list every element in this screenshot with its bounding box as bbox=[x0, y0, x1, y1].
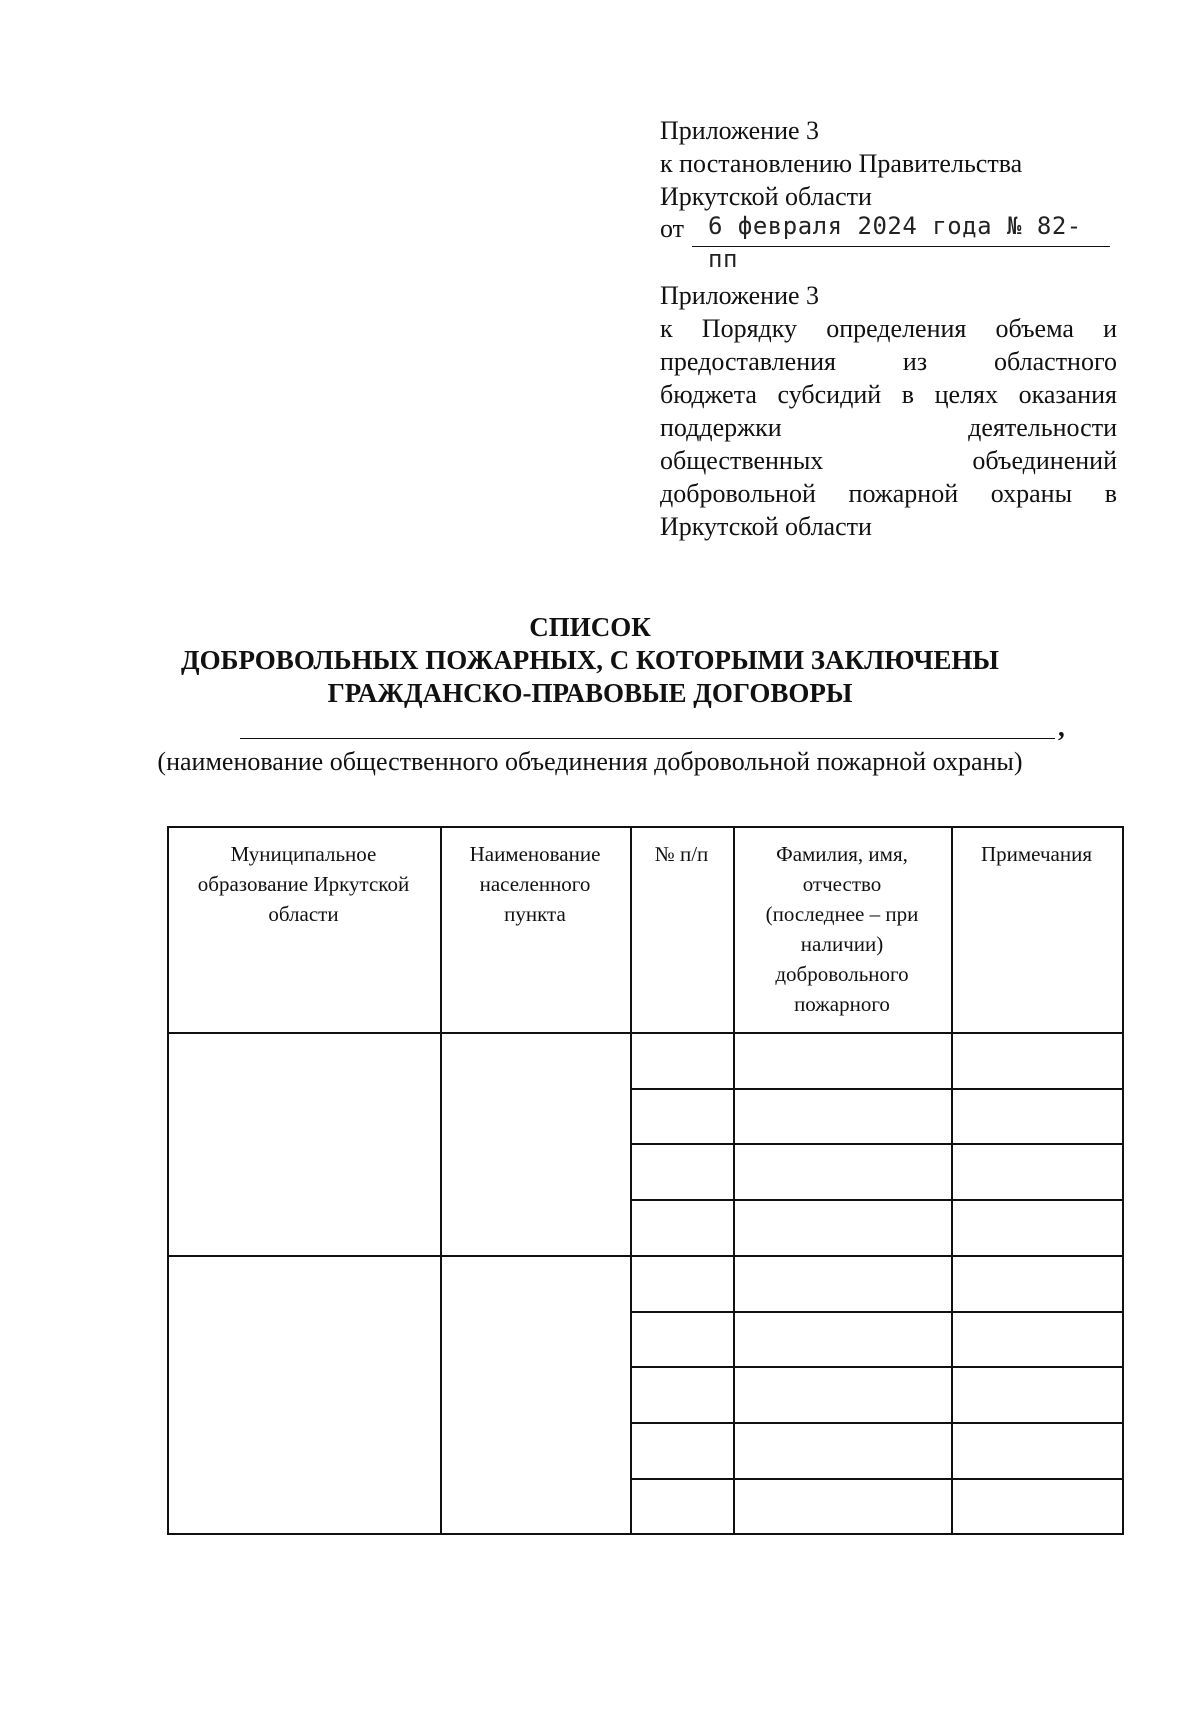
organization-field-comma: , bbox=[1058, 712, 1065, 742]
notes-cell[interactable] bbox=[955, 1036, 1118, 1084]
table-rule bbox=[1122, 826, 1124, 1535]
resolution-date-stamp: 6 февраля 2024 года № 82-пп bbox=[708, 212, 1082, 273]
table-rule bbox=[630, 1199, 1124, 1201]
table-rule bbox=[167, 1032, 1124, 1034]
notes-cell[interactable] bbox=[955, 1259, 1118, 1307]
number-cell[interactable] bbox=[634, 1259, 729, 1307]
full-name-cell[interactable] bbox=[737, 1315, 947, 1363]
municipality-cell[interactable] bbox=[171, 1259, 436, 1530]
full-name-cell[interactable] bbox=[737, 1036, 947, 1084]
table-rule bbox=[440, 826, 442, 1535]
notes-cell[interactable] bbox=[955, 1315, 1118, 1363]
full-name-cell[interactable] bbox=[737, 1370, 947, 1418]
organization-name-field[interactable] bbox=[240, 738, 1055, 739]
number-cell[interactable] bbox=[634, 1203, 729, 1251]
notes-cell[interactable] bbox=[955, 1482, 1118, 1530]
notes-cell[interactable] bbox=[955, 1370, 1118, 1418]
order-appendix-line: добровольной пожарной охраны в bbox=[660, 479, 1117, 508]
full-name-cell[interactable] bbox=[737, 1259, 947, 1307]
number-cell[interactable] bbox=[634, 1092, 729, 1140]
order-appendix-line: поддержки деятельности bbox=[660, 413, 1117, 442]
notes-cell[interactable] bbox=[955, 1147, 1118, 1195]
header-settlement: Наименование населенного пункта bbox=[469, 842, 601, 926]
document-subtitle-line2: ГРАЖДАНСКО-ПРАВОВЫЕ ДОГОВОРЫ bbox=[327, 678, 853, 708]
notes-cell[interactable] bbox=[955, 1092, 1118, 1140]
number-cell[interactable] bbox=[634, 1147, 729, 1195]
table-rule bbox=[167, 1255, 1124, 1257]
order-appendix-line: Иркутской области bbox=[660, 512, 872, 541]
table-rule bbox=[630, 1478, 1124, 1480]
order-appendix-title: Приложение 3 bbox=[660, 281, 820, 310]
notes-cell[interactable] bbox=[955, 1203, 1118, 1251]
order-appendix-line: общественных объединений bbox=[660, 446, 1117, 475]
table-rule bbox=[167, 826, 1124, 828]
order-appendix-line: бюджета субсидий в целях оказания bbox=[660, 380, 1117, 409]
notes-cell[interactable] bbox=[955, 1426, 1118, 1474]
table-rule bbox=[951, 826, 953, 1535]
header-number: № п/п bbox=[654, 842, 709, 866]
document-title: СПИСОК bbox=[529, 612, 651, 642]
appendix-region: Иркутской области bbox=[660, 182, 872, 211]
number-cell[interactable] bbox=[634, 1426, 729, 1474]
date-prefix: от bbox=[660, 214, 685, 243]
table-rule bbox=[630, 1143, 1124, 1145]
order-appendix-line: предоставления из областного bbox=[660, 347, 1117, 376]
full-name-cell[interactable] bbox=[737, 1203, 947, 1251]
header-notes: Примечания bbox=[980, 842, 1092, 866]
table-rule bbox=[167, 826, 169, 1535]
table-rule bbox=[630, 826, 632, 1535]
order-appendix-line: к Порядку определения объема и bbox=[660, 314, 1117, 343]
municipality-cell[interactable] bbox=[171, 1036, 436, 1251]
table-rule bbox=[630, 1088, 1124, 1090]
header-municipality: Муниципальное образование Иркутской области bbox=[197, 842, 410, 926]
settlement-cell[interactable] bbox=[444, 1036, 626, 1251]
full-name-cell[interactable] bbox=[737, 1147, 947, 1195]
appendix-reference: к постановлению Правительства bbox=[660, 149, 1023, 178]
full-name-cell[interactable] bbox=[737, 1092, 947, 1140]
number-cell[interactable] bbox=[634, 1036, 729, 1084]
appendix-title: Приложение 3 bbox=[660, 116, 820, 145]
table-rule bbox=[630, 1422, 1124, 1424]
table-rule bbox=[630, 1366, 1124, 1368]
full-name-cell[interactable] bbox=[737, 1482, 947, 1530]
organization-field-caption: (наименование общественного объединения добровольной пожарной охраны) bbox=[157, 747, 1023, 776]
full-name-cell[interactable] bbox=[737, 1426, 947, 1474]
table-rule bbox=[733, 826, 735, 1535]
number-cell[interactable] bbox=[634, 1370, 729, 1418]
document-subtitle-line1: ДОБРОВОЛЬНЫХ ПОЖАРНЫХ, С КОТОРЫМИ ЗАКЛЮЧЕНЫ bbox=[181, 645, 999, 675]
table-rule bbox=[167, 1533, 1124, 1535]
number-cell[interactable] bbox=[634, 1315, 729, 1363]
header-full-name: Фамилия, имя, отчество (последнее – при наличии) добровольного пожарного bbox=[765, 842, 919, 1016]
table-rule bbox=[630, 1311, 1124, 1313]
resolution-date-line bbox=[660, 212, 1110, 273]
number-cell[interactable] bbox=[634, 1482, 729, 1530]
settlement-cell[interactable] bbox=[444, 1259, 626, 1530]
